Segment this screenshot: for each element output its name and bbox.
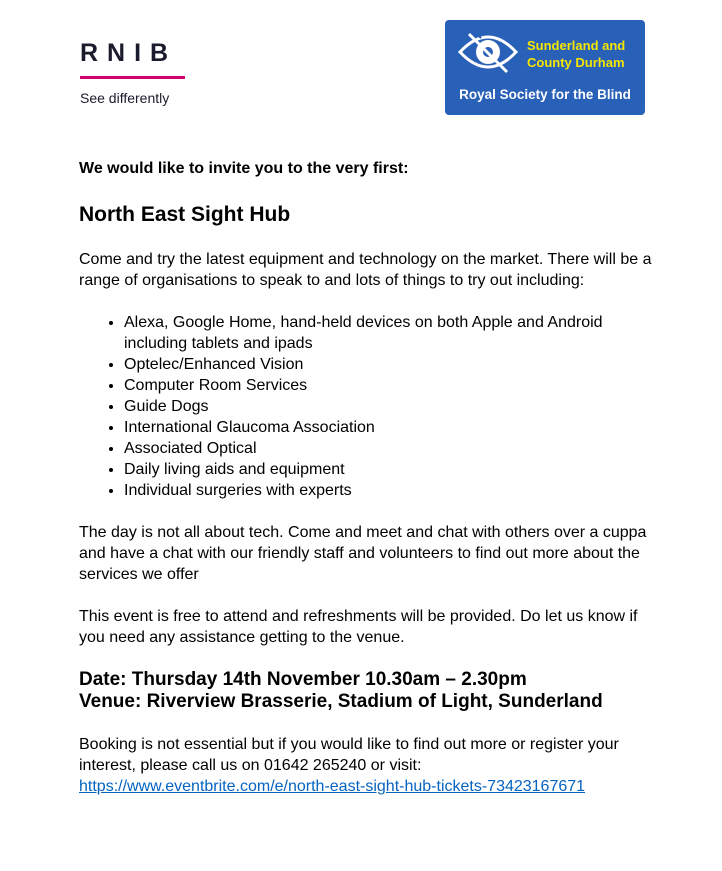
list-item: • Associated Optical xyxy=(124,438,659,459)
free-event-paragraph: This event is free to attend and refreshments will be provided. Do let us know if you need any assistance getting to the venue. xyxy=(79,608,638,646)
event-venue: Venue: Riverview Brasserie, Stadium of Light, Sunderland xyxy=(79,691,603,712)
list-item: • Daily living aids and equipment xyxy=(124,459,659,480)
rnib-accent-bar xyxy=(80,76,185,79)
description: Come and try the latest equipment and technology on the market. There will be a range of organisations to speak to and lots of things to try out including: xyxy=(79,251,652,289)
list-item: • Individual surgeries with experts xyxy=(124,480,659,501)
booking-paragraph xyxy=(79,734,659,797)
event-title: North East Sight Hub xyxy=(79,203,291,226)
booking-text: Booking is not essential but if you would like to find out more or register your interest, please call us on 01642 265240 or visit: xyxy=(79,736,619,774)
srsb-region xyxy=(527,37,625,71)
letter-body xyxy=(79,158,659,797)
exhibitor-list xyxy=(79,312,659,501)
srsb-region-line2: County Durham xyxy=(527,55,625,70)
eventbrite-link[interactable]: https://www.eventbrite.com/e/north-east-sight-hub-tickets-73423167671 xyxy=(79,778,586,795)
event-date: Date: Thursday 14th November 10.30am – 2.30pm xyxy=(79,669,527,690)
list-item: • Alexa, Google Home, hand-held devices on both Apple and Android including tablets and ipads xyxy=(124,312,659,354)
list-item: • Computer Room Services xyxy=(124,375,659,396)
rnib-tagline: See differently xyxy=(80,90,170,106)
rnib-logo xyxy=(80,40,185,106)
srsb-logo xyxy=(445,20,645,115)
eye-icon xyxy=(457,28,519,76)
srsb-name: Royal Society for the Blind xyxy=(459,87,631,102)
rnib-wordmark: RNIB xyxy=(80,39,178,67)
event-details xyxy=(79,669,659,713)
social-paragraph: The day is not all about tech. Come and meet and chat with others over a cuppa and have a chat with our friendly staff and volunteers to find out more about the services we offer xyxy=(79,524,647,583)
intro-text: We would like to invite you to the very first: xyxy=(79,160,409,177)
list-item: • Guide Dogs xyxy=(124,396,659,417)
srsb-region-line1: Sunderland and xyxy=(527,38,626,53)
list-item: • International Glaucoma Association xyxy=(124,417,659,438)
list-item: • Optelec/Enhanced Vision xyxy=(124,354,659,375)
